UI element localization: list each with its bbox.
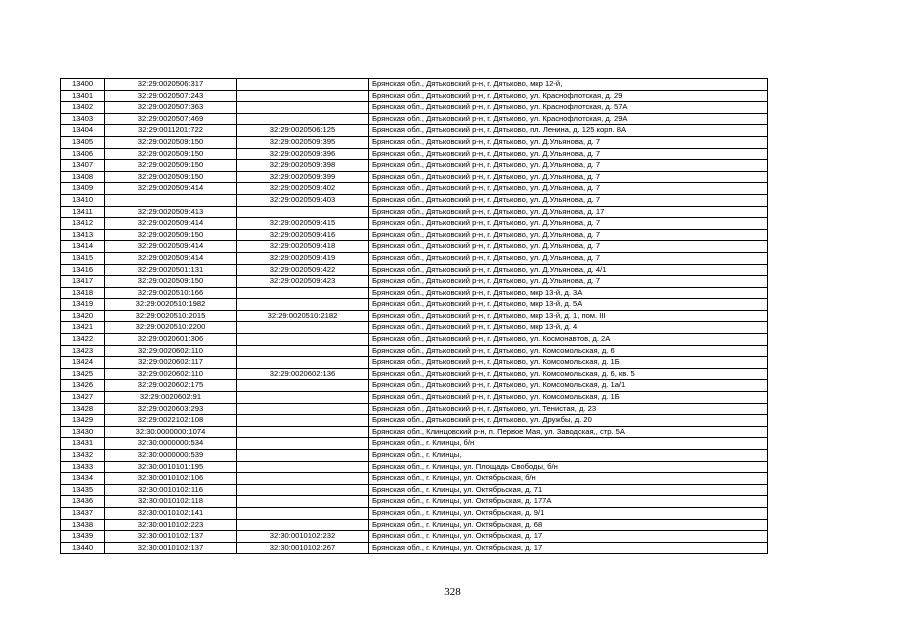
cadastral-number-cell: 32:29:0020603:293 xyxy=(105,403,237,415)
cadastral-number-cell: 32:29:0020602:110 xyxy=(105,345,237,357)
table-row xyxy=(61,473,768,485)
address-cell: Брянская обл., Дятьковский р-н, г. Дятьково, ул. Космонавтов, д. 2А xyxy=(369,334,768,346)
table-row xyxy=(61,380,768,392)
table-row xyxy=(61,79,768,91)
row-number-cell: 13408 xyxy=(61,171,105,183)
table-row xyxy=(61,426,768,438)
row-number-cell: 13423 xyxy=(61,345,105,357)
cadastral-number-cell: 32:29:0020509:414 xyxy=(105,183,237,195)
address-cell: Брянская обл., Дятьковский р-н, г. Дятьково, ул. Д.Ульянова, д. 7 xyxy=(369,229,768,241)
cadastral-number-cell: 32:29:0020602:110 xyxy=(105,368,237,380)
related-cadastral-number-cell xyxy=(237,473,369,485)
table-row xyxy=(61,229,768,241)
table-row xyxy=(61,287,768,299)
table-row xyxy=(61,496,768,508)
address-cell: Брянская обл., Клинцовский р-н, п. Первое Мая, ул. Заводская,, стр. 5А xyxy=(369,426,768,438)
address-cell: Брянская обл., г. Клинцы, б/н xyxy=(369,438,768,450)
address-cell: Брянская обл., Дятьковский р-н, г. Дятьково, ул. Д.Ульянова, д. 17 xyxy=(369,206,768,218)
related-cadastral-number-cell xyxy=(237,287,369,299)
row-number-cell: 13401 xyxy=(61,90,105,102)
table-row xyxy=(61,136,768,148)
related-cadastral-number-cell: 32:29:0020509:398 xyxy=(237,160,369,172)
address-cell: Брянская обл., Дятьковский р-н, г. Дятьково, ул. Д.Ульянова, д. 7 xyxy=(369,136,768,148)
table-row xyxy=(61,531,768,543)
table-row xyxy=(61,264,768,276)
cadastral-number-cell: 32:29:0020509:150 xyxy=(105,276,237,288)
row-number-cell: 13400 xyxy=(61,79,105,91)
cadastral-number-cell: 32:30:0010102:106 xyxy=(105,473,237,485)
table-row xyxy=(61,461,768,473)
cadastral-number-cell: 32:29:0020601:306 xyxy=(105,334,237,346)
table-row xyxy=(61,113,768,125)
table-row xyxy=(61,276,768,288)
cadastral-number-cell: 32:30:0010101:195 xyxy=(105,461,237,473)
related-cadastral-number-cell xyxy=(237,415,369,427)
row-number-cell: 13411 xyxy=(61,206,105,218)
row-number-cell: 13421 xyxy=(61,322,105,334)
row-number-cell: 13440 xyxy=(61,542,105,554)
table-row xyxy=(61,194,768,206)
row-number-cell: 13433 xyxy=(61,461,105,473)
related-cadastral-number-cell xyxy=(237,450,369,462)
table-row xyxy=(61,310,768,322)
address-cell: Брянская обл., Дятьковский р-н, г. Дятьково, ул. Д.Ульянова, д. 7 xyxy=(369,276,768,288)
row-number-cell: 13406 xyxy=(61,148,105,160)
address-cell: Брянская обл., Дятьковский р-н, г. Дятьково, ул. Краснофлотская, д. 57А xyxy=(369,102,768,114)
row-number-cell: 13412 xyxy=(61,218,105,230)
row-number-cell: 13428 xyxy=(61,403,105,415)
cadastral-number-cell: 32:30:0010102:141 xyxy=(105,507,237,519)
related-cadastral-number-cell: 32:29:0020602:136 xyxy=(237,368,369,380)
address-cell: Брянская обл., Дятьковский р-н, г. Дятьково, ул. Комсомольская, д. 1Б xyxy=(369,357,768,369)
cadastral-number-cell: 32:29:0020507:243 xyxy=(105,90,237,102)
cadastral-number-cell: 32:29:0020509:414 xyxy=(105,252,237,264)
table-body xyxy=(61,79,768,554)
cadastral-number-cell: 32:30:0010102:118 xyxy=(105,496,237,508)
row-number-cell: 13404 xyxy=(61,125,105,137)
table-row xyxy=(61,183,768,195)
related-cadastral-number-cell: 32:29:0020509:415 xyxy=(237,218,369,230)
related-cadastral-number-cell: 32:29:0020510:2182 xyxy=(237,310,369,322)
related-cadastral-number-cell xyxy=(237,113,369,125)
address-cell: Брянская обл., Дятьковский р-н, г. Дятьково, ул. Краснофлотская, д. 29 xyxy=(369,90,768,102)
related-cadastral-number-cell xyxy=(237,322,369,334)
address-cell: Брянская обл., Дятьковский р-н, г. Дятьково, ул. Д.Ульянова, д. 7 xyxy=(369,252,768,264)
address-cell: Брянская обл., Дятьковский р-н, г. Дятьково, ул. Д.Ульянова, д. 7 xyxy=(369,218,768,230)
related-cadastral-number-cell xyxy=(237,206,369,218)
row-number-cell: 13424 xyxy=(61,357,105,369)
cadastral-number-cell: 32:30:0000000:534 xyxy=(105,438,237,450)
address-cell: Брянская обл., Дятьковский р-н, г. Дятьково, ул. Д.Ульянова, д. 7 xyxy=(369,183,768,195)
cadastral-number-cell: 32:29:0020509:413 xyxy=(105,206,237,218)
cadastral-number-cell: 32:29:0020602:91 xyxy=(105,392,237,404)
related-cadastral-number-cell xyxy=(237,334,369,346)
address-cell: Брянская обл., Дятьковский р-н, г. Дятьково, пл. Ленина, д. 125 корп. 8А xyxy=(369,125,768,137)
table-row xyxy=(61,438,768,450)
table-row xyxy=(61,368,768,380)
related-cadastral-number-cell: 32:29:0020509:395 xyxy=(237,136,369,148)
cadastral-number-cell: 32:29:0020510:1982 xyxy=(105,299,237,311)
address-cell: Брянская обл., Дятьковский р-н, г. Дятьково, ул. Дружбы, д. 20 xyxy=(369,415,768,427)
page-number: 328 xyxy=(444,586,461,598)
related-cadastral-number-cell xyxy=(237,392,369,404)
related-cadastral-number-cell: 32:29:0020506:125 xyxy=(237,125,369,137)
row-number-cell: 13427 xyxy=(61,392,105,404)
related-cadastral-number-cell: 32:29:0020509:423 xyxy=(237,276,369,288)
cadastral-number-cell: 32:29:0020509:150 xyxy=(105,229,237,241)
address-cell: Брянская обл., г. Клинцы, ул. Октябрьская, д. 177А xyxy=(369,496,768,508)
table-row xyxy=(61,160,768,172)
row-number-cell: 13405 xyxy=(61,136,105,148)
row-number-cell: 13425 xyxy=(61,368,105,380)
row-number-cell: 13439 xyxy=(61,531,105,543)
address-cell: Брянская обл., г. Клинцы, ул. Октябрьская, д. 17 xyxy=(369,542,768,554)
address-cell: Брянская обл., г. Клинцы, ул. Октябрьская, д. 9/1 xyxy=(369,507,768,519)
cadastral-number-cell: 32:30:0010102:223 xyxy=(105,519,237,531)
row-number-cell: 13434 xyxy=(61,473,105,485)
row-number-cell: 13419 xyxy=(61,299,105,311)
related-cadastral-number-cell xyxy=(237,519,369,531)
related-cadastral-number-cell: 32:29:0020509:416 xyxy=(237,229,369,241)
row-number-cell: 13409 xyxy=(61,183,105,195)
table-row xyxy=(61,345,768,357)
table-row xyxy=(61,415,768,427)
related-cadastral-number-cell xyxy=(237,426,369,438)
row-number-cell: 13426 xyxy=(61,380,105,392)
row-number-cell: 13410 xyxy=(61,194,105,206)
related-cadastral-number-cell xyxy=(237,461,369,473)
row-number-cell: 13415 xyxy=(61,252,105,264)
cadastral-number-cell: 32:29:0020510:166 xyxy=(105,287,237,299)
related-cadastral-number-cell xyxy=(237,507,369,519)
address-cell: Брянская обл., Дятьковский р-н, г. Дятьково, ул. Комсомольская, д. 1а/1 xyxy=(369,380,768,392)
table-row xyxy=(61,322,768,334)
address-cell: Брянская обл., Дятьковский р-н, г. Дятьково, ул. Д.Ульянова, д. 7 xyxy=(369,171,768,183)
cadastral-number-cell: 32:29:0020509:150 xyxy=(105,160,237,172)
table-row xyxy=(61,392,768,404)
address-cell: Брянская обл., Дятьковский р-н, г. Дятьково, мкр 13-й, д. 5А xyxy=(369,299,768,311)
row-number-cell: 13438 xyxy=(61,519,105,531)
related-cadastral-number-cell xyxy=(237,90,369,102)
cadastral-number-cell: 32:29:0022102:108 xyxy=(105,415,237,427)
related-cadastral-number-cell xyxy=(237,102,369,114)
cadastral-number-cell: 32:29:0020602:117 xyxy=(105,357,237,369)
address-cell: Брянская обл., Дятьковский р-н, г. Дятьково, мкр 13-й, д. 4 xyxy=(369,322,768,334)
table-row xyxy=(61,403,768,415)
row-number-cell: 13413 xyxy=(61,229,105,241)
related-cadastral-number-cell: 32:30:0010102:267 xyxy=(237,542,369,554)
address-cell: Брянская обл., г. Клинцы, ул. Октябрьская, б/н xyxy=(369,473,768,485)
address-cell: Брянская обл., Дятьковский р-н, г. Дятьково, ул. Комсомольская, д. 1Б xyxy=(369,392,768,404)
cadastral-number-cell: 32:29:0020510:2200 xyxy=(105,322,237,334)
related-cadastral-number-cell xyxy=(237,496,369,508)
table-row xyxy=(61,252,768,264)
cadastral-number-cell: 32:29:0020507:469 xyxy=(105,113,237,125)
related-cadastral-number-cell: 32:29:0020509:418 xyxy=(237,241,369,253)
row-number-cell: 13417 xyxy=(61,276,105,288)
row-number-cell: 13407 xyxy=(61,160,105,172)
address-cell: Брянская обл., Дятьковский р-н, г. Дятьково, ул. Д.Ульянова, д. 4/1 xyxy=(369,264,768,276)
cadastral-number-cell: 32:29:0020509:150 xyxy=(105,171,237,183)
row-number-cell: 13416 xyxy=(61,264,105,276)
address-cell: Брянская обл., Дятьковский р-н, г. Дятьково, ул. Тенистая, д. 23 xyxy=(369,403,768,415)
cadastral-number-cell: 32:30:0010102:116 xyxy=(105,484,237,496)
address-cell: Брянская обл., г. Клинцы, ул. Октябрьская, д. 71 xyxy=(369,484,768,496)
table-row xyxy=(61,102,768,114)
related-cadastral-number-cell xyxy=(237,79,369,91)
table-row xyxy=(61,357,768,369)
row-number-cell: 13431 xyxy=(61,438,105,450)
table-row xyxy=(61,542,768,554)
cadastral-number-cell xyxy=(105,194,237,206)
cadastral-number-cell: 32:30:0000000:539 xyxy=(105,450,237,462)
cadastral-number-cell: 32:30:0010102:137 xyxy=(105,542,237,554)
address-cell: Брянская обл., г. Клинцы, xyxy=(369,450,768,462)
table-row xyxy=(61,484,768,496)
cadastral-number-cell: 32:29:0011201:722 xyxy=(105,125,237,137)
address-cell: Брянская обл., г. Клинцы, ул. Октябрьская, д. 68 xyxy=(369,519,768,531)
cadastral-number-cell: 32:30:0010102:137 xyxy=(105,531,237,543)
related-cadastral-number-cell: 32:29:0020509:419 xyxy=(237,252,369,264)
address-cell: Брянская обл., Дятьковский р-н, г. Дятьково, ул. Д.Ульянова, д. 7 xyxy=(369,148,768,160)
related-cadastral-number-cell xyxy=(237,438,369,450)
table-row xyxy=(61,507,768,519)
related-cadastral-number-cell: 32:29:0020509:396 xyxy=(237,148,369,160)
address-cell: Брянская обл., Дятьковский р-н, г. Дятьково, ул. Комсомольская, д. 6, кв. 5 xyxy=(369,368,768,380)
row-number-cell: 13422 xyxy=(61,334,105,346)
cadastral-table xyxy=(60,78,768,554)
table-row xyxy=(61,218,768,230)
table-row xyxy=(61,148,768,160)
cadastral-number-cell: 32:29:0020602:175 xyxy=(105,380,237,392)
related-cadastral-number-cell: 32:29:0020509:402 xyxy=(237,183,369,195)
table-row xyxy=(61,334,768,346)
address-cell: Брянская обл., Дятьковский р-н, г. Дятьково, ул. Д.Ульянова, д. 7 xyxy=(369,160,768,172)
table-row xyxy=(61,125,768,137)
row-number-cell: 13430 xyxy=(61,426,105,438)
related-cadastral-number-cell xyxy=(237,299,369,311)
cadastral-number-cell: 32:29:0020509:414 xyxy=(105,241,237,253)
table-row xyxy=(61,206,768,218)
address-cell: Брянская обл., Дятьковский р-н, г. Дятьково, ул. Комсомольская, д. 6 xyxy=(369,345,768,357)
address-cell: Брянская обл., Дятьковский р-н, г. Дятьково, ул. Д.Ульянова, д. 7 xyxy=(369,241,768,253)
row-number-cell: 13429 xyxy=(61,415,105,427)
related-cadastral-number-cell: 32:29:0020509:399 xyxy=(237,171,369,183)
cadastral-number-cell: 32:29:0020510:2015 xyxy=(105,310,237,322)
cadastral-number-cell: 32:29:0020509:150 xyxy=(105,136,237,148)
row-number-cell: 13414 xyxy=(61,241,105,253)
cadastral-number-cell: 32:29:0020509:150 xyxy=(105,148,237,160)
table-row xyxy=(61,90,768,102)
row-number-cell: 13432 xyxy=(61,450,105,462)
row-number-cell: 13437 xyxy=(61,507,105,519)
cadastral-number-cell: 32:29:0020509:414 xyxy=(105,218,237,230)
related-cadastral-number-cell xyxy=(237,484,369,496)
table-row xyxy=(61,450,768,462)
cadastral-number-cell: 32:29:0020507:363 xyxy=(105,102,237,114)
address-cell: Брянская обл., Дятьковский р-н, г. Дятьково, ул. Д.Ульянова, д. 7 xyxy=(369,194,768,206)
address-cell: Брянская обл., Дятьковский р-н, г. Дятьково, мкр 13-й, д. 3А xyxy=(369,287,768,299)
row-number-cell: 13418 xyxy=(61,287,105,299)
address-cell: Брянская обл., г. Клинцы, ул. Площадь Свободы, б/н xyxy=(369,461,768,473)
row-number-cell: 13402 xyxy=(61,102,105,114)
table-row xyxy=(61,519,768,531)
table-row xyxy=(61,241,768,253)
table-row xyxy=(61,299,768,311)
row-number-cell: 13420 xyxy=(61,310,105,322)
table-row xyxy=(61,171,768,183)
related-cadastral-number-cell xyxy=(237,380,369,392)
address-cell: Брянская обл., Дятьковский р-н, г. Дятьково, мкр 12-й, xyxy=(369,79,768,91)
cadastral-number-cell: 32:29:0020506:317 xyxy=(105,79,237,91)
row-number-cell: 13435 xyxy=(61,484,105,496)
related-cadastral-number-cell: 32:30:0010102:232 xyxy=(237,531,369,543)
related-cadastral-number-cell xyxy=(237,345,369,357)
row-number-cell: 13436 xyxy=(61,496,105,508)
cadastral-number-cell: 32:29:0020501:131 xyxy=(105,264,237,276)
related-cadastral-number-cell: 32:29:0020509:422 xyxy=(237,264,369,276)
related-cadastral-number-cell xyxy=(237,403,369,415)
related-cadastral-number-cell: 32:29:0020509:403 xyxy=(237,194,369,206)
address-cell: Брянская обл., Дятьковский р-н, г. Дятьково, ул. Краснофлотская, д. 29А xyxy=(369,113,768,125)
row-number-cell: 13403 xyxy=(61,113,105,125)
cadastral-number-cell: 32:30:0000000:1074 xyxy=(105,426,237,438)
related-cadastral-number-cell xyxy=(237,357,369,369)
address-cell: Брянская обл., г. Клинцы, ул. Октябрьская, д. 17 xyxy=(369,531,768,543)
address-cell: Брянская обл., Дятьковский р-н, г. Дятьково, мкр 13-й, д. 1, пом. III xyxy=(369,310,768,322)
